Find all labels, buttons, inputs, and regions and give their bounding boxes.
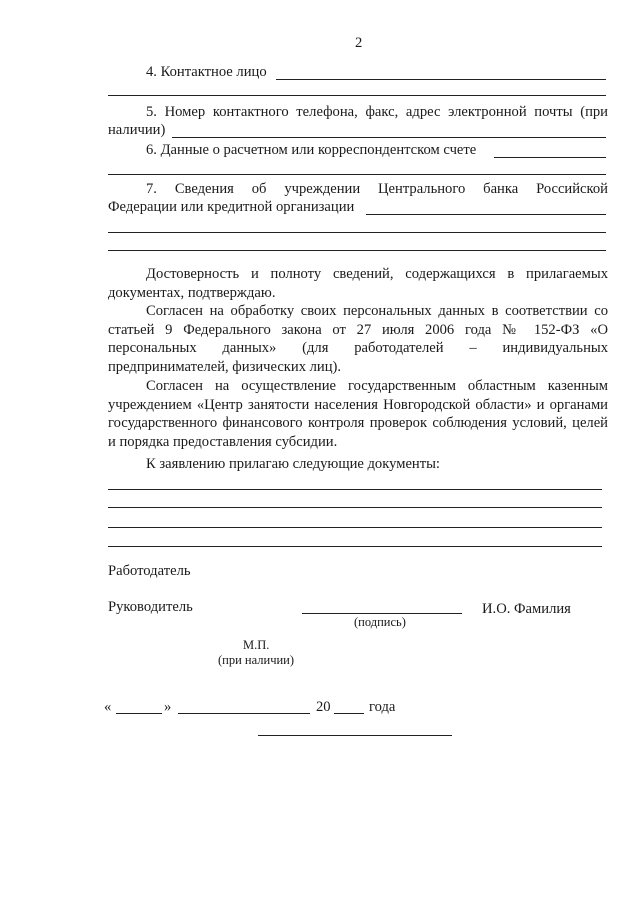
phone-line[interactable]: [172, 137, 606, 138]
contact-person-line[interactable]: [276, 79, 606, 80]
attachment-line-1[interactable]: [108, 489, 602, 490]
attachment-line-4[interactable]: [108, 546, 602, 547]
signature-caption: (подпись): [354, 615, 406, 629]
date-year-prefix: 20: [316, 699, 331, 715]
date-day-line[interactable]: [116, 713, 162, 714]
contact-person-label: 4. Контактное лицо: [146, 64, 267, 80]
head-label: Руководитель: [108, 599, 193, 615]
attachment-line-3[interactable]: [108, 527, 602, 528]
bank-label-cont: Федерации или кредитной организации: [108, 199, 355, 215]
attachments-label: К заявлению прилагаю следующие документы:: [146, 456, 440, 472]
bank-line[interactable]: [366, 214, 606, 215]
attachment-line-2[interactable]: [108, 507, 602, 508]
stamp-note: (при наличии): [218, 653, 295, 667]
date-open-quote: «: [104, 699, 112, 715]
bank-line-2[interactable]: [108, 232, 606, 233]
date-month-line[interactable]: [178, 713, 310, 714]
phone-label: 5. Номер контактного телефона, факс, адрес электронной почты (при: [146, 104, 608, 120]
consent-control-paragraph: Согласен на осуществление государственным областным казенным учреждением «Центр занятости населения Новгородской области» и органами государственного финансового контроля проверок соблюдения условий, целей и порядка предоставления субсидии.: [108, 378, 608, 450]
closing-line: [258, 735, 452, 736]
page-number: 2: [355, 35, 363, 51]
account-line[interactable]: [494, 157, 606, 158]
name-label: И.О. Фамилия: [482, 601, 571, 617]
reliability-paragraph: Достоверность и полноту сведений, содержащихся в прилагаемых документах, подтверждаю.: [108, 266, 608, 301]
date-year-suffix: года: [369, 699, 396, 715]
consent-personal-paragraph: Согласен на обработку своих персональных данных в соответствии со статьей 9 Федерального закона от 27 июля 2006 года № 152-ФЗ «О персональных данных» (для работодателей – индивидуальных предпринимателей, физических лиц).: [108, 303, 608, 375]
bank-label: 7. Сведения об учреждении Центрального банка Российской: [146, 181, 608, 197]
date-year-line[interactable]: [334, 713, 364, 714]
bank-line-3[interactable]: [108, 250, 606, 251]
account-line-2[interactable]: [108, 174, 606, 175]
phone-label-cont: наличии): [108, 122, 166, 138]
contact-person-line-2[interactable]: [108, 95, 606, 96]
account-label: 6. Данные о расчетном или корреспондентском счете: [146, 142, 477, 158]
employer-label: Работодатель: [108, 563, 191, 579]
date-close-quote: »: [164, 699, 172, 715]
stamp-label: М.П.: [243, 638, 270, 652]
